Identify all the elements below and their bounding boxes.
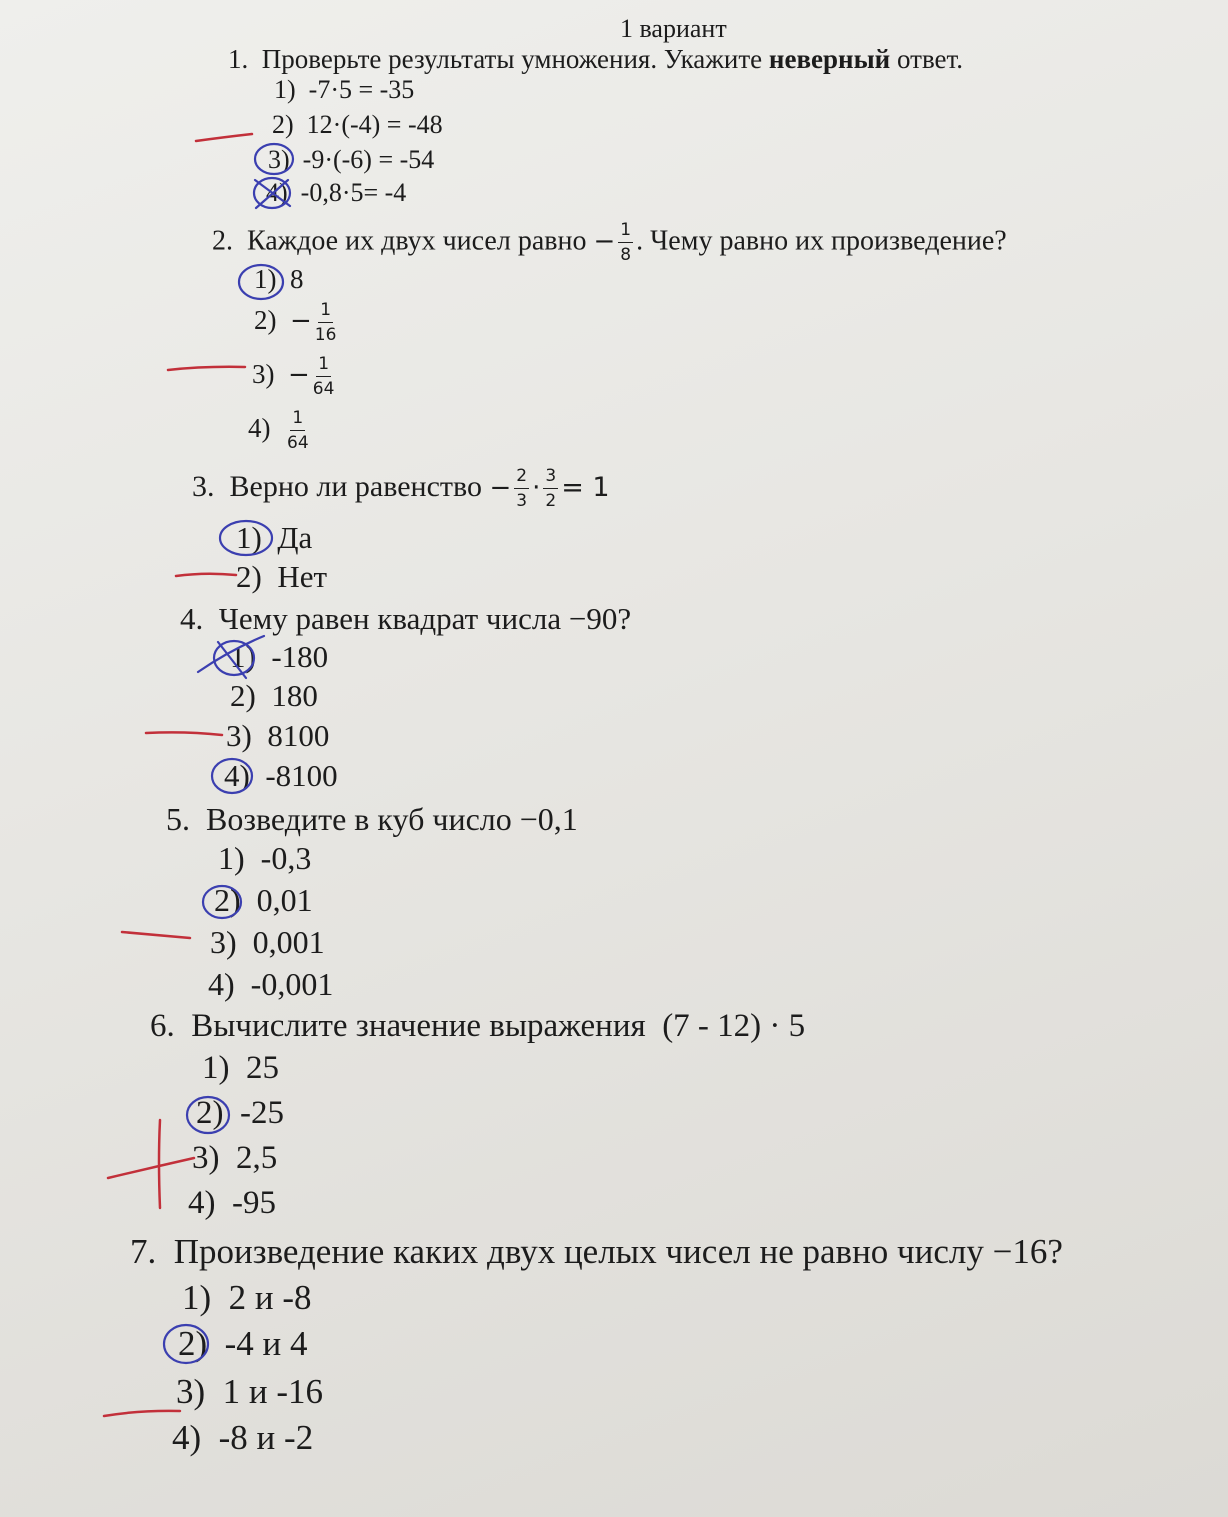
option-label: 3)	[226, 718, 252, 753]
option-text: 12·(-4) = -48	[306, 110, 443, 139]
q3-option-1	[236, 520, 312, 556]
option-text: -7·5 = -35	[308, 75, 415, 104]
fraction-numerator: 2	[514, 468, 529, 489]
option-text: -4 и 4	[224, 1324, 308, 1363]
question-5-text: Возведите в куб число −0,1	[206, 801, 578, 837]
question-1-text-bold: неверный	[768, 44, 891, 74]
option-text: 0,001	[252, 924, 325, 960]
option-label: 2)	[236, 559, 262, 594]
q1-option-4	[266, 178, 406, 208]
option-text: -0,8·5= -4	[300, 178, 407, 207]
option-label: 4)	[248, 413, 271, 444]
question-3-text: Верно ли равенство	[229, 469, 482, 503]
question-3	[192, 468, 610, 510]
q6-option-2	[196, 1095, 284, 1132]
option-label: 4)	[172, 1418, 202, 1457]
option-fraction	[313, 356, 335, 398]
q2-option-3	[252, 356, 337, 398]
fraction-denominator: 3	[516, 491, 528, 511]
question-5	[166, 801, 578, 838]
option-label: 2)	[178, 1324, 208, 1363]
option-text: Нет	[277, 559, 328, 594]
red-pen-dash	[104, 1411, 180, 1416]
option-label: 3)	[210, 924, 237, 960]
question-7	[130, 1232, 1063, 1272]
option-text: 2 и -8	[228, 1278, 312, 1317]
q5-option-4	[208, 966, 333, 1003]
fraction-denominator: 64	[287, 433, 309, 453]
q5-option-2	[214, 882, 313, 919]
q4-option-1	[230, 639, 328, 675]
q7-option-1	[182, 1278, 312, 1318]
option-label: 1)	[218, 840, 245, 876]
fraction-numerator: 1	[290, 410, 305, 431]
q6-option-4	[188, 1185, 276, 1222]
option-label: 4)	[188, 1185, 216, 1221]
red-pen-dash	[146, 732, 222, 735]
option-label: 3)	[192, 1140, 220, 1176]
question-2	[212, 222, 1007, 264]
option-label: 2)	[272, 110, 294, 139]
option-fraction	[315, 302, 337, 344]
question-3-minus: −	[489, 472, 512, 503]
question-6	[150, 1008, 805, 1045]
fraction-numerator: 1	[316, 356, 331, 377]
red-pen-dash	[176, 574, 236, 576]
option-label: 3)	[252, 359, 275, 390]
q5-option-3	[210, 924, 325, 961]
question-1-text-a: Проверьте результаты умножения. Укажите	[261, 44, 769, 74]
q3-option-2	[236, 559, 327, 595]
question-6-expression: (7 - 12) · 5	[662, 1008, 806, 1044]
question-5-number: 5.	[166, 801, 190, 837]
q2-option-1	[254, 264, 304, 295]
option-text: -9·(-6) = -54	[302, 145, 435, 174]
option-label: 1)	[236, 520, 262, 555]
option-text: Да	[277, 520, 313, 555]
fraction-denominator: 64	[312, 379, 335, 399]
option-text: -25	[240, 1095, 284, 1131]
question-6-number: 6.	[150, 1008, 175, 1044]
option-minus: −	[290, 306, 312, 337]
fraction-numerator: 3	[543, 468, 558, 489]
fraction-denominator: 2	[545, 491, 557, 511]
q2-option-4	[248, 410, 312, 452]
option-text: 8100	[267, 718, 330, 753]
option-label: 3)	[176, 1372, 206, 1411]
multiply-dot: ·	[532, 472, 541, 503]
question-2-text-b: . Чему равно их произведение?	[636, 225, 1007, 257]
question-2-text-a: Каждое их двух чисел равно	[247, 225, 587, 257]
option-label: 1)	[182, 1278, 212, 1317]
q1-option-2	[272, 110, 443, 140]
option-label: 4)	[266, 178, 288, 207]
question-3-fraction-1	[514, 468, 529, 510]
option-label: 2)	[230, 678, 256, 713]
red-pen-dash	[168, 367, 245, 370]
option-label: 1)	[254, 264, 277, 294]
option-text: -0,001	[250, 966, 334, 1002]
fraction-numerator: 1	[318, 302, 333, 323]
option-label: 2)	[196, 1095, 224, 1131]
option-text: 180	[271, 678, 318, 713]
option-text: 0,01	[256, 882, 313, 918]
question-4	[180, 601, 631, 637]
q7-option-4	[172, 1418, 313, 1458]
option-label: 1)	[230, 639, 256, 674]
red-pen-dash	[196, 134, 252, 141]
q1-option-1	[274, 75, 414, 105]
option-label: 4)	[208, 966, 235, 1002]
question-2-fraction	[618, 222, 633, 264]
option-text: -8100	[265, 758, 338, 793]
q6-option-3	[192, 1140, 277, 1177]
question-7-text: Произведение каких двух целых чисел не равно числу −16?	[173, 1232, 1063, 1271]
fraction-denominator: 16	[314, 325, 337, 345]
q4-option-4	[224, 758, 338, 794]
option-text: -95	[232, 1185, 276, 1221]
variant-title: 1 вариант	[620, 14, 727, 43]
question-1-number: 1.	[228, 44, 249, 74]
question-7-number: 7.	[130, 1232, 157, 1271]
question-1	[228, 44, 963, 75]
question-3-fraction-2	[543, 468, 558, 510]
question-3-number: 3.	[192, 469, 215, 503]
q7-option-3	[176, 1372, 323, 1412]
option-text: 1 и -16	[222, 1372, 324, 1411]
q2-option-2	[254, 302, 339, 344]
question-2-number: 2.	[212, 225, 233, 257]
fraction-numerator: 1	[618, 222, 633, 243]
option-label: 1)	[202, 1050, 230, 1086]
option-label: 1)	[274, 75, 296, 104]
option-text: 2,5	[236, 1140, 278, 1176]
question-4-text: Чему равен квадрат числа −90?	[218, 601, 632, 636]
option-label: 3)	[268, 145, 290, 174]
red-pen-dash	[122, 932, 190, 938]
red-pen-plus	[108, 1120, 194, 1208]
q5-option-1	[218, 840, 311, 877]
q6-option-1	[202, 1050, 279, 1087]
question-2-minus: −	[593, 226, 616, 257]
q4-option-3	[226, 718, 329, 754]
option-text: -8 и -2	[218, 1418, 314, 1457]
q1-option-3	[268, 145, 434, 175]
option-text: 8	[290, 264, 304, 294]
q4-option-2	[230, 678, 318, 714]
option-label: 2)	[254, 305, 277, 336]
option-text: -180	[271, 639, 329, 674]
q7-option-2	[178, 1324, 308, 1364]
option-minus: −	[288, 360, 310, 391]
question-6-text: Вычислите значение выражения	[191, 1008, 646, 1044]
question-1-text-b: ответ.	[890, 44, 964, 74]
option-label: 4)	[224, 758, 250, 793]
option-label: 2)	[214, 882, 241, 918]
question-4-number: 4.	[180, 601, 204, 636]
option-fraction	[287, 410, 309, 452]
question-3-equals: = 1	[561, 471, 610, 503]
option-text: -0,3	[260, 840, 312, 876]
fraction-denominator: 8	[620, 245, 632, 265]
option-text: 25	[246, 1050, 279, 1086]
